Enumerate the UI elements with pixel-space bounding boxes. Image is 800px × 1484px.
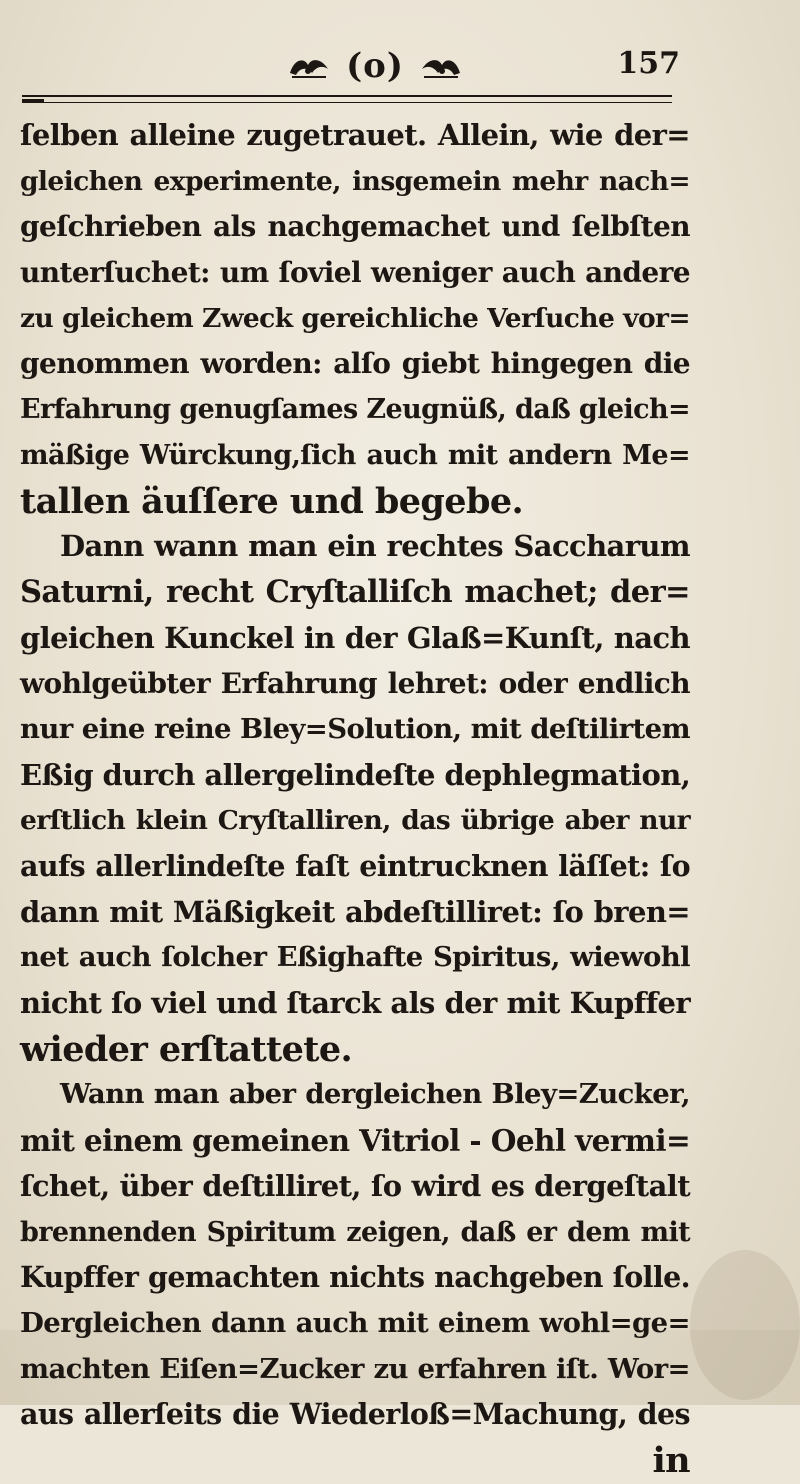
text-line: gleichen experimente, insgemein mehr nach= (20, 165, 690, 197)
text-line: brennenden Spiritum zeigen, daß er dem mit (20, 1216, 690, 1248)
text-line: net auch ſolcher Eßighafte Spiritus, wiewohl (20, 941, 690, 974)
text-line: wieder erſtattete. (20, 1028, 353, 1070)
header-mark: (o) (346, 46, 404, 86)
text-line: ſelben alleine zugetrauet. Allein, wie der= (20, 118, 690, 152)
body-text (20, 113, 690, 1484)
text-line: zu gleichem Zweck gereichliche Verſuche vor= (20, 302, 690, 334)
text-line: wohlgeübter Erfahrung lehret: oder endlich (20, 667, 690, 701)
right-ornament-icon (418, 51, 464, 81)
header-rule (22, 95, 672, 103)
page-number: 157 (617, 46, 680, 81)
text-line: gleichen Kunckel in der Glaß=Kunſt, nach (20, 620, 690, 655)
text-line: Dergleichen dann auch mit einem wohl=ge= (20, 1306, 690, 1339)
text-line: unterſuchet: um ſoviel weniger auch andere (20, 256, 690, 290)
text-line: dann mit Mäßigkeit abdeſtilliret: ſo bren= (20, 894, 690, 929)
text-line: geſchrieben als nachgemachet und ſelbſten (20, 210, 690, 244)
text-line: ſchet, über deſtilliret, ſo wird es dergeſtalt (20, 1168, 690, 1203)
text-line: mäßige Würckung,ſich auch mit andern Me= (20, 439, 690, 471)
text-line: genommen worden: alſo giebt hingegen die (20, 347, 690, 381)
text-line: mit einem gemeinen Vitriol - Oehl vermi= (20, 1123, 691, 1159)
text-line: tallen äuſſere und begebe. (20, 480, 524, 522)
text-line: aus allerſeits die Wiederloß=Machung, des (20, 1397, 690, 1432)
text-line: Kupffer gemachten nichts nachgeben ſolle. (20, 1260, 690, 1295)
text-line: Dann wann man ein rechtes Saccharum (60, 529, 690, 564)
text-line: Erfahrung genugſames Zeugnüß, daß gleich= (20, 394, 690, 426)
page-header (230, 42, 520, 90)
text-line: machten Eiſen=Zucker zu erfahren iſt. Wor= (20, 1352, 690, 1385)
left-ornament-icon (286, 51, 332, 81)
text-line: Wann man aber dergleichen Bley=Zucker, (60, 1078, 690, 1111)
text-line: erſtlich klein Cryſtalliren, das übrige aber nur (20, 805, 690, 837)
text-line: aufs allerlindeſte faſt eintrucknen läſſet: ſo (20, 849, 690, 883)
text-line: nur eine reine Bley=Solution, mit deſtilirtem (20, 712, 690, 745)
text-line: nicht ſo viel und ſtarck als der mit Kupffer (20, 986, 690, 1021)
text-line: Eßig durch allergelindeſte dephlegmation, (20, 757, 691, 792)
text-line: Saturni, recht Cryſtalliſch machet; der= (20, 573, 690, 610)
catchword: in (652, 1439, 690, 1481)
